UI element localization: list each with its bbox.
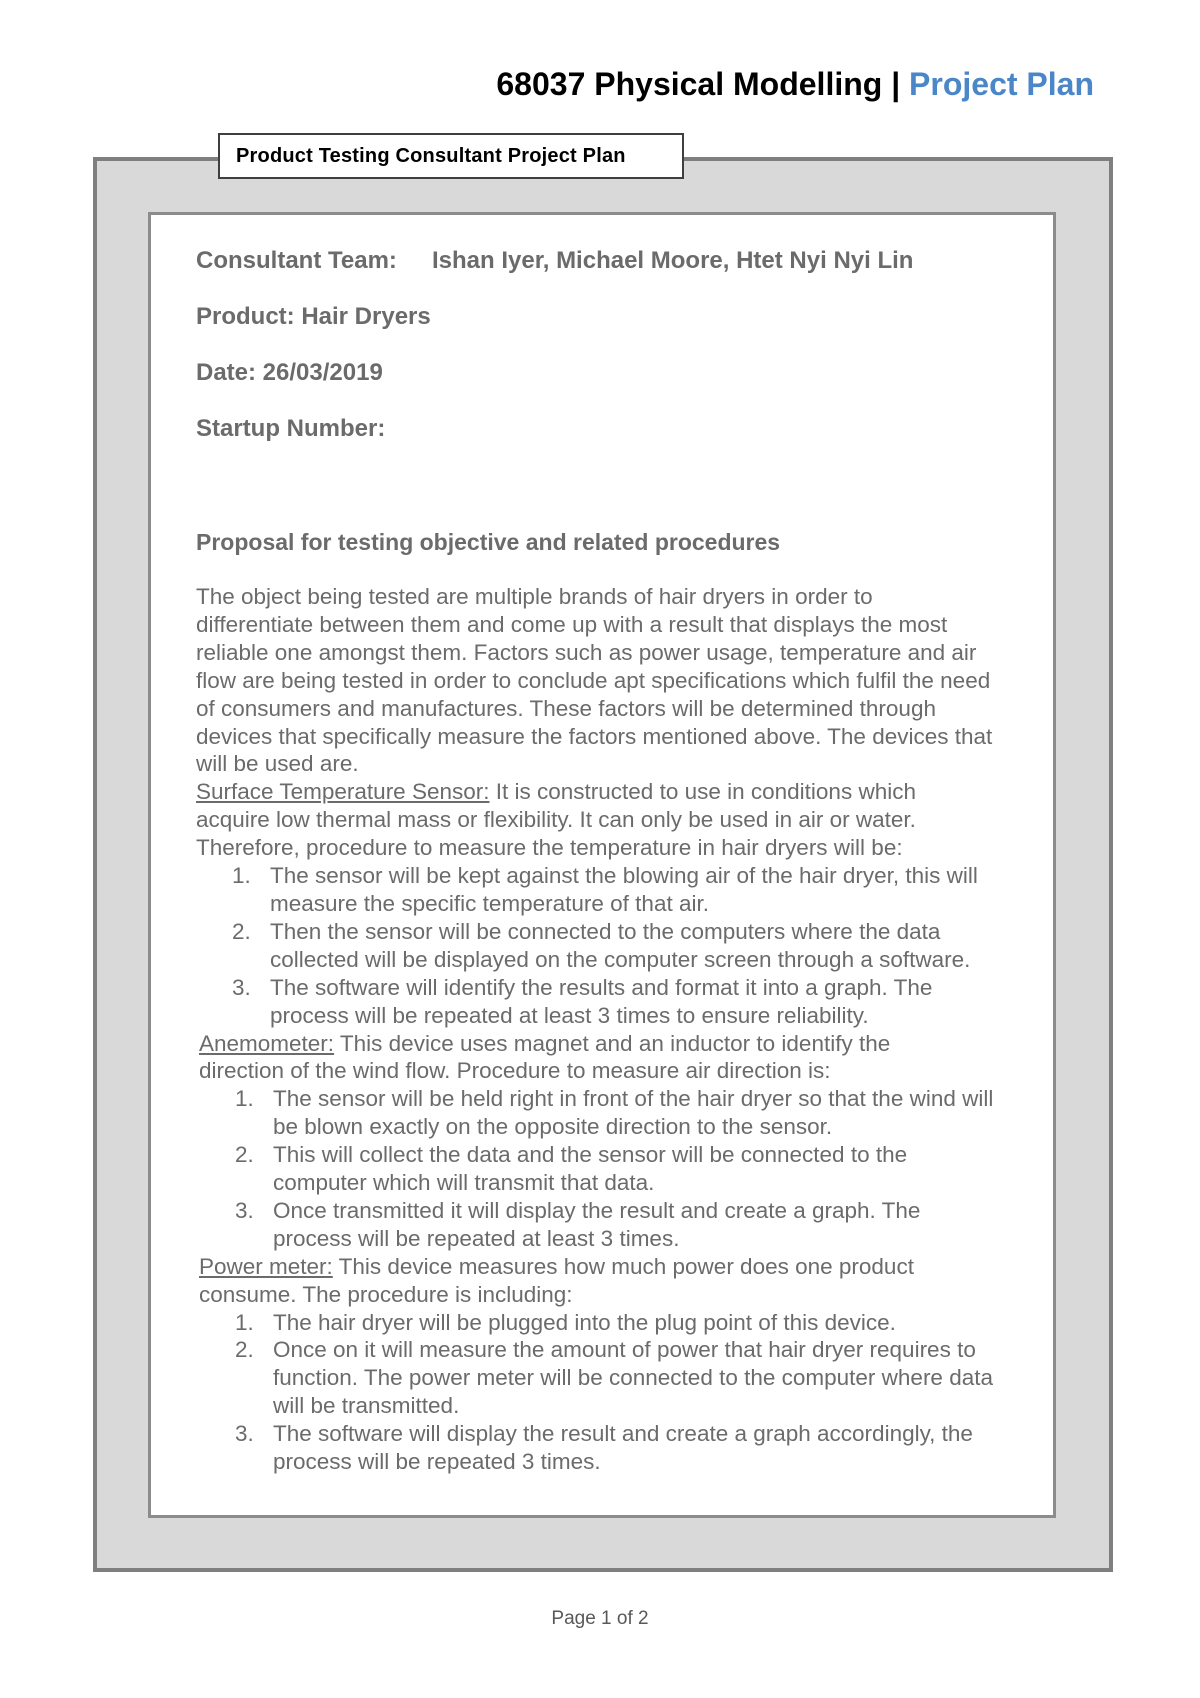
list-line: Once on it will measure the amount of power that hair dryer requires to xyxy=(273,1337,976,1363)
device-desc: This device uses magnet and an inductor to identify the xyxy=(334,1030,891,1056)
list-number: 3. xyxy=(235,1197,254,1223)
list-line: The sensor will be kept against the blowing air of the hair dryer, this will xyxy=(270,863,978,889)
header-separator: | xyxy=(882,66,910,102)
list-line: collected will be displayed on the computer screen through a software. xyxy=(270,946,971,972)
list-item xyxy=(196,918,1058,974)
device-intro xyxy=(196,778,1058,806)
procedure-list xyxy=(199,1309,1058,1476)
list-line: The software will display the result and create a graph accordingly, the xyxy=(273,1421,973,1447)
list-number: 3. xyxy=(232,974,251,1000)
intro-line: will be used are. xyxy=(196,751,359,777)
intro-line: of consumers and manufactures. These factors will be determined through xyxy=(196,695,936,721)
intro-line: flow are being tested in order to conclude apt specifications which fulfil the need xyxy=(196,667,991,693)
list-item xyxy=(196,862,1058,918)
section-title: Proposal for testing objective and related procedures xyxy=(196,529,781,555)
device-name: Anemometer: xyxy=(199,1030,335,1056)
list-number: 1. xyxy=(232,863,251,889)
list-number: 2. xyxy=(235,1337,254,1363)
list-line: be blown exactly on the opposite direction to the sensor. xyxy=(273,1114,833,1140)
device-desc-line: direction of the wind flow. Procedure to measure air direction is: xyxy=(199,1058,831,1084)
list-line: The sensor will be held right in front of the hair dryer so that the wind will xyxy=(273,1086,994,1112)
list-line: measure the specific temperature of that air. xyxy=(270,890,709,916)
device-intro xyxy=(199,1030,1058,1058)
list-item xyxy=(196,974,1058,1030)
device-desc-line: Therefore, procedure to measure the temperature in hair dryers will be: xyxy=(196,835,903,861)
list-item xyxy=(199,1336,1058,1420)
device-intro xyxy=(199,1253,1058,1281)
procedure-list xyxy=(199,1085,1058,1252)
device-section-power-meter xyxy=(196,1253,1058,1476)
team-field xyxy=(196,246,1058,276)
device-desc: This device measures how much power does one product xyxy=(332,1253,914,1279)
intro-paragraph xyxy=(196,583,1058,778)
team-label: Consultant Team: xyxy=(196,247,397,274)
intro-line: reliable one amongst them. Factors such as power usage, temperature and air xyxy=(196,639,977,665)
list-line: will be transmitted. xyxy=(273,1393,460,1419)
list-line: computer which will transmit that data. xyxy=(273,1170,655,1196)
list-line: process will be repeated at least 3 times. xyxy=(273,1225,680,1251)
intro-line: devices that specifically measure the factors mentioned above. The devices that xyxy=(196,723,993,749)
body-text xyxy=(196,583,1058,1476)
page-header xyxy=(496,66,1094,103)
device-desc-line: consume. The procedure is including: xyxy=(199,1281,573,1307)
device-section-temperature xyxy=(196,778,1058,1029)
list-number: 2. xyxy=(235,1142,254,1168)
list-line: Then the sensor will be connected to the computers where the data xyxy=(270,918,941,944)
list-number: 1. xyxy=(235,1309,254,1335)
list-line: This will collect the data and the sensor will be connected to the xyxy=(273,1142,908,1168)
product-field: Product: Hair Dryers xyxy=(196,303,431,330)
doc-type-title: Project Plan xyxy=(909,66,1094,102)
list-line: The hair dryer will be plugged into the plug point of this device. xyxy=(273,1309,896,1335)
list-number: 3. xyxy=(235,1421,254,1447)
list-line: function. The power meter will be connected to the computer where data xyxy=(273,1365,993,1391)
device-name: Surface Temperature Sensor: xyxy=(196,779,490,805)
list-line: process will be repeated 3 times. xyxy=(273,1449,601,1475)
list-line: The software will identify the results and format it into a graph. The xyxy=(270,974,933,1000)
intro-line: The object being tested are multiple brands of hair dryers in order to xyxy=(196,584,873,609)
device-section-anemometer xyxy=(196,1030,1058,1253)
date-field: Date: 26/03/2019 xyxy=(196,359,383,386)
list-item xyxy=(199,1309,1058,1337)
intro-line: differentiate between them and come up with a result that displays the most xyxy=(196,611,948,637)
list-number: 2. xyxy=(232,918,251,944)
list-line: Once transmitted it will display the result and create a graph. The xyxy=(273,1197,921,1223)
startup-field: Startup Number: xyxy=(196,415,386,442)
device-desc-line: acquire low thermal mass or flexibility. It can only be used in air or water. xyxy=(196,807,916,833)
list-number: 1. xyxy=(235,1086,254,1112)
course-title: 68037 Physical Modelling xyxy=(496,66,883,102)
page-number: Page 1 of 2 xyxy=(551,1608,649,1629)
list-item xyxy=(199,1420,1058,1476)
device-name: Power meter: xyxy=(199,1253,333,1279)
procedure-list xyxy=(196,862,1058,1029)
list-line: process will be repeated at least 3 times to ensure reliability. xyxy=(270,1002,869,1028)
frame-label: Product Testing Consultant Project Plan xyxy=(218,133,684,179)
list-item xyxy=(199,1085,1058,1141)
device-desc: It is constructed to use in conditions which xyxy=(489,779,916,805)
team-value: Ishan Iyer, Michael Moore, Htet Nyi Nyi Lin xyxy=(432,247,914,274)
list-item xyxy=(199,1197,1058,1253)
document-content xyxy=(196,246,1058,1476)
list-item xyxy=(199,1141,1058,1197)
